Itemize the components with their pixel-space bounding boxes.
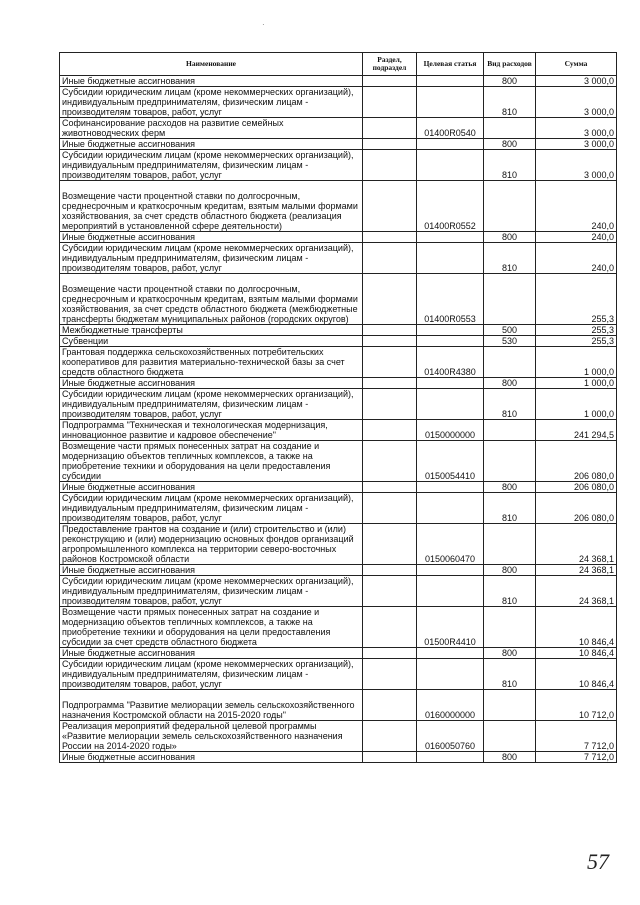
row-target [417, 336, 484, 347]
row-target [417, 87, 484, 118]
table-row [60, 139, 617, 150]
row-sum: 1 000,0 [536, 389, 617, 420]
row-section [363, 274, 417, 325]
table-row [60, 482, 617, 493]
row-name: Возмещение части процентной ставки по долгосрочным, среднесрочным и краткосрочным кредитам, взятым малыми формами хозяйствования, за счет средств областного бюджета (реализация мероприятий в установленной сфере деятельности) [60, 181, 363, 232]
row-sum: 240,0 [536, 243, 617, 274]
table-row [60, 347, 617, 378]
table-row [60, 524, 617, 565]
row-sum: 206 080,0 [536, 493, 617, 524]
row-expense: 800 [484, 139, 536, 150]
row-sum: 255,3 [536, 325, 617, 336]
table-row [60, 232, 617, 243]
row-target [417, 139, 484, 150]
row-target [417, 325, 484, 336]
row-section [363, 87, 417, 118]
page-number: 57 [587, 849, 609, 874]
row-sum: 7 712,0 [536, 752, 617, 763]
row-expense [484, 181, 536, 232]
row-target: 01500R4410 [417, 607, 484, 648]
table-row [60, 378, 617, 389]
row-target [417, 150, 484, 181]
row-section [363, 378, 417, 389]
row-sum: 255,3 [536, 336, 617, 347]
row-sum: 10 846,4 [536, 659, 617, 690]
row-section [363, 721, 417, 752]
row-section [363, 752, 417, 763]
row-expense: 810 [484, 493, 536, 524]
row-target: 0150054410 [417, 441, 484, 482]
row-name: Субвенции [60, 336, 363, 347]
row-target: 01400R4380 [417, 347, 484, 378]
table-row [60, 565, 617, 576]
row-sum: 1 000,0 [536, 347, 617, 378]
row-name: Субсидии юридическим лицам (кроме некоммерческих организаций), индивидуальным предпринимателям, физическим лицам - производителям товаров, работ, услуг [60, 576, 363, 607]
row-name: Межбюджетные трансферты [60, 325, 363, 336]
table-row [60, 336, 617, 347]
table-row [60, 325, 617, 336]
row-sum: 3 000,0 [536, 118, 617, 139]
row-expense: 800 [484, 565, 536, 576]
row-expense: 810 [484, 150, 536, 181]
row-target [417, 243, 484, 274]
row-target: 0150000000 [417, 420, 484, 441]
table-row [60, 243, 617, 274]
row-expense: 800 [484, 76, 536, 87]
row-expense [484, 441, 536, 482]
row-expense: 810 [484, 243, 536, 274]
table-row [60, 690, 617, 721]
row-sum: 10 846,4 [536, 648, 617, 659]
row-section [363, 76, 417, 87]
table-row [60, 76, 617, 87]
row-expense: 810 [484, 389, 536, 420]
row-target [417, 482, 484, 493]
row-section [363, 389, 417, 420]
row-name: Софинансирование расходов на развитие семейных животноводческих ферм [60, 118, 363, 139]
table-row [60, 493, 617, 524]
table-row [60, 389, 617, 420]
row-section [363, 524, 417, 565]
table-row [60, 752, 617, 763]
table-row [60, 659, 617, 690]
row-target [417, 232, 484, 243]
row-expense: 800 [484, 232, 536, 243]
row-name: Субсидии юридическим лицам (кроме некоммерческих организаций), индивидуальным предпринимателям, физическим лицам - производителям товаров, работ, услуг [60, 243, 363, 274]
row-name: Субсидии юридическим лицам (кроме некоммерческих организаций), индивидуальным предпринимателям, физическим лицам - производителям товаров, работ, услуг [60, 150, 363, 181]
table-row [60, 576, 617, 607]
row-target: 01400R0552 [417, 181, 484, 232]
row-sum: 24 368,1 [536, 524, 617, 565]
row-name: Подпрограмма "Техническая и технологическая модернизация, инновационное развитие и кадровое обеспечение" [60, 420, 363, 441]
header-name: Наименование [60, 53, 363, 76]
budget-table [59, 52, 617, 763]
row-name: Иные бюджетные ассигнования [60, 752, 363, 763]
scan-mark: · [262, 20, 265, 29]
row-target: 0150060470 [417, 524, 484, 565]
row-section [363, 482, 417, 493]
table-row [60, 420, 617, 441]
row-name: Иные бюджетные ассигнования [60, 482, 363, 493]
row-name: Иные бюджетные ассигнования [60, 648, 363, 659]
row-name: Возмещение части прямых понесенных затрат на создание и модернизацию объектов тепличных комплексов, а также на приобретение техники и оборудования на цели предоставления субсидии [60, 441, 363, 482]
row-section [363, 325, 417, 336]
table-row [60, 721, 617, 752]
table-row [60, 181, 617, 232]
row-expense: 800 [484, 378, 536, 389]
row-name: Субсидии юридическим лицам (кроме некоммерческих организаций), индивидуальным предпринимателям, физическим лицам - производителям товаров, работ, услуг [60, 493, 363, 524]
row-section [363, 181, 417, 232]
row-section [363, 607, 417, 648]
row-expense: 530 [484, 336, 536, 347]
header-expense: Вид расходов [484, 53, 536, 76]
row-section [363, 139, 417, 150]
row-target: 01400R0553 [417, 274, 484, 325]
table-row [60, 274, 617, 325]
row-section [363, 336, 417, 347]
row-name: Реализация мероприятий федеральной целевой программы «Развитие мелиорации земель сельскохозяйственного назначения России на 2014-2020 годы» [60, 721, 363, 752]
row-name: Предоставление грантов на создание и (или) строительство и (или) реконструкцию и (или) модернизацию основных фондов организаций агропромышленного комплекса на территории северо-восточных районов Костромской области [60, 524, 363, 565]
row-expense [484, 274, 536, 325]
row-sum: 7 712,0 [536, 721, 617, 752]
row-target: 0160050760 [417, 721, 484, 752]
table-row [60, 87, 617, 118]
row-section [363, 576, 417, 607]
row-sum: 3 000,0 [536, 150, 617, 181]
row-sum: 1 000,0 [536, 378, 617, 389]
row-name: Грантовая поддержка сельскохозяйственных потребительских кооперативов для развития материально-технической базы за счет средств областного бюджета [60, 347, 363, 378]
row-expense [484, 420, 536, 441]
row-expense [484, 524, 536, 565]
table-row [60, 118, 617, 139]
row-section [363, 659, 417, 690]
row-sum: 24 368,1 [536, 576, 617, 607]
row-expense: 810 [484, 87, 536, 118]
row-name: Субсидии юридическим лицам (кроме некоммерческих организаций), индивидуальным предпринимателям, физическим лицам - производителям товаров, работ, услуг [60, 389, 363, 420]
row-expense: 800 [484, 752, 536, 763]
row-sum: 3 000,0 [536, 139, 617, 150]
row-name: Субсидии юридическим лицам (кроме некоммерческих организаций), индивидуальным предпринимателям, физическим лицам - производителям товаров, работ, услуг [60, 659, 363, 690]
row-target [417, 378, 484, 389]
row-name: Возмещение части прямых понесенных затрат на создание и модернизацию объектов тепличных комплексов, а также на приобретение техники и оборудования на цели предоставления субсидии за счет средств областного бюджета [60, 607, 363, 648]
row-section [363, 441, 417, 482]
table-header-row [60, 53, 617, 76]
row-section [363, 690, 417, 721]
row-name: Подпрограмма "Развитие мелиорации земель сельскохозяйственного назначения Костромской области на 2015-2020 годы" [60, 690, 363, 721]
row-sum: 206 080,0 [536, 441, 617, 482]
row-section [363, 232, 417, 243]
header-sum: Сумма [536, 53, 617, 76]
row-section [363, 150, 417, 181]
row-expense: 500 [484, 325, 536, 336]
header-target: Целевая статья [417, 53, 484, 76]
row-target [417, 576, 484, 607]
row-name: Возмещение части процентной ставки по долгосрочным, среднесрочным и краткосрочным кредитам, взятым малыми формами хозяйствования, за счет средств областного бюджета (межбюджетные трансферты бюджетам муниципальных районов (городских округов) [60, 274, 363, 325]
row-expense [484, 607, 536, 648]
table-row [60, 150, 617, 181]
row-sum: 241 294,5 [536, 420, 617, 441]
header-section: Раздел, подраздел [363, 53, 417, 76]
row-sum: 240,0 [536, 181, 617, 232]
table-row [60, 648, 617, 659]
row-name: Субсидии юридическим лицам (кроме некоммерческих организаций), индивидуальным предпринимателям, физическим лицам - производителям товаров, работ, услуг [60, 87, 363, 118]
row-target [417, 752, 484, 763]
row-sum: 24 368,1 [536, 565, 617, 576]
row-section [363, 347, 417, 378]
row-target [417, 565, 484, 576]
row-target [417, 389, 484, 420]
row-expense [484, 347, 536, 378]
row-expense [484, 118, 536, 139]
row-sum: 206 080,0 [536, 482, 617, 493]
row-name: Иные бюджетные ассигнования [60, 232, 363, 243]
row-sum: 240,0 [536, 232, 617, 243]
table-row [60, 441, 617, 482]
row-sum: 255,3 [536, 274, 617, 325]
row-target [417, 76, 484, 87]
row-expense: 810 [484, 659, 536, 690]
row-name: Иные бюджетные ассигнования [60, 565, 363, 576]
row-sum: 10 712,0 [536, 690, 617, 721]
row-section [363, 648, 417, 659]
row-section [363, 420, 417, 441]
row-target [417, 493, 484, 524]
row-target: 01400R0540 [417, 118, 484, 139]
row-name: Иные бюджетные ассигнования [60, 76, 363, 87]
row-name: Иные бюджетные ассигнования [60, 139, 363, 150]
row-name: Иные бюджетные ассигнования [60, 378, 363, 389]
row-target [417, 648, 484, 659]
row-section [363, 493, 417, 524]
row-sum: 3 000,0 [536, 76, 617, 87]
row-expense: 800 [484, 648, 536, 659]
row-expense [484, 690, 536, 721]
row-target [417, 659, 484, 690]
row-section [363, 243, 417, 274]
row-target: 0160000000 [417, 690, 484, 721]
table-body [60, 76, 617, 763]
row-expense [484, 721, 536, 752]
row-sum: 3 000,0 [536, 87, 617, 118]
row-expense: 800 [484, 482, 536, 493]
row-section [363, 118, 417, 139]
row-section [363, 565, 417, 576]
table-row [60, 607, 617, 648]
row-sum: 10 846,4 [536, 607, 617, 648]
row-expense: 810 [484, 576, 536, 607]
